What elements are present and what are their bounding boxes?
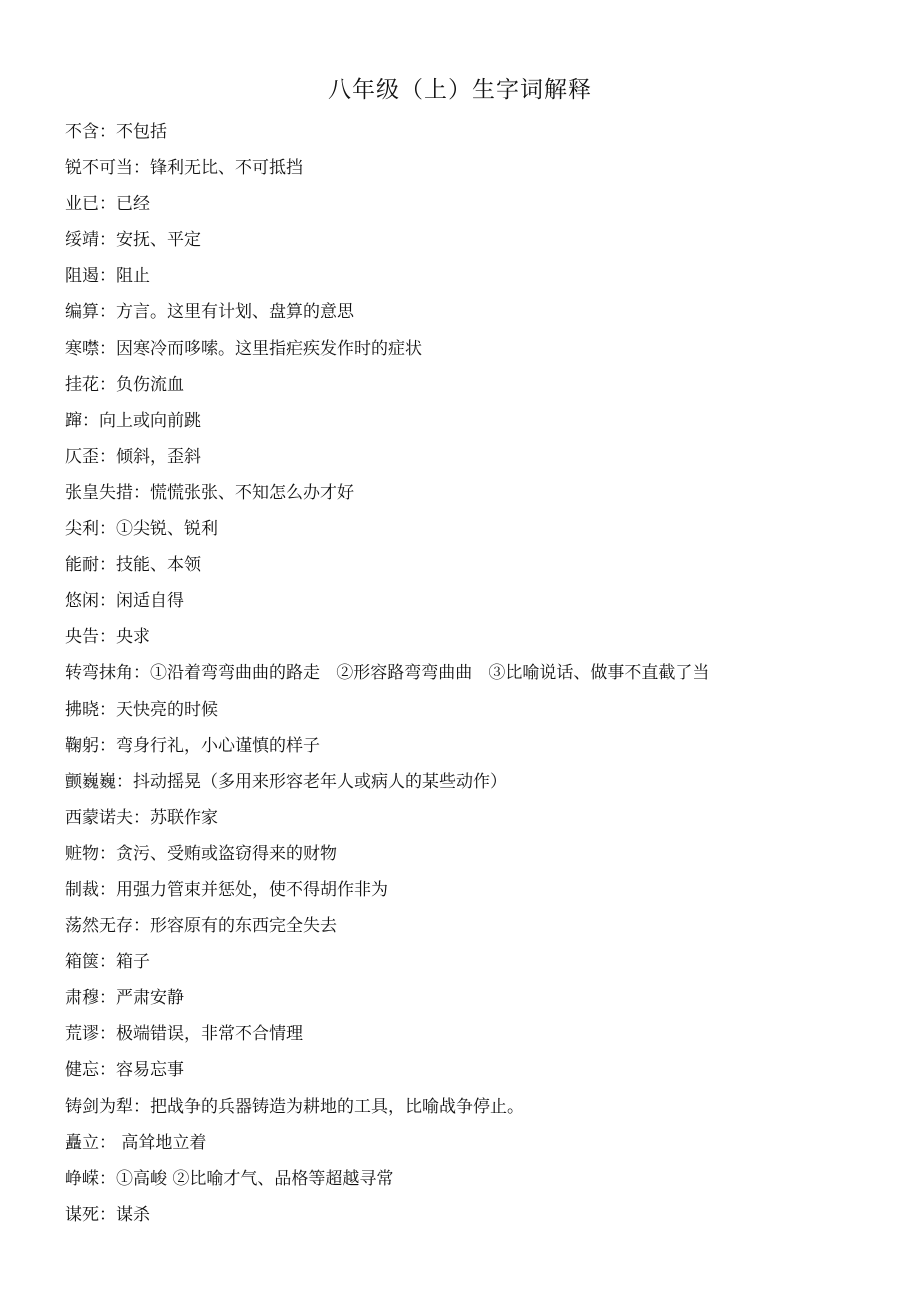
entry-separator: ： — [99, 1204, 116, 1225]
entry-term: 锐不可当 — [65, 158, 133, 179]
entry-definition: 严肃安静 — [116, 988, 184, 1009]
vocabulary-entry — [65, 439, 905, 475]
entry-separator: ： — [133, 482, 150, 503]
entry-separator: ： — [99, 843, 116, 864]
entry-term: 绥靖 — [65, 230, 99, 251]
vocabulary-entry — [65, 872, 905, 908]
entry-definition: 央求 — [116, 627, 150, 648]
vocabulary-entry — [65, 728, 905, 764]
vocabulary-entry — [65, 1197, 905, 1233]
entry-definition: 箱子 — [116, 952, 150, 973]
entry-term: 尖利 — [65, 519, 99, 540]
entry-separator: ： — [99, 1132, 116, 1153]
entry-separator: ： — [133, 807, 150, 828]
entry-term: 鞠躬 — [65, 735, 99, 756]
entry-separator: ： — [116, 771, 133, 792]
vocabulary-entry — [65, 800, 905, 836]
entry-separator: ： — [99, 1168, 116, 1189]
entry-definition: 安抚、平定 — [116, 230, 201, 251]
entry-definition: 极端错误，非常不合情理 — [116, 1024, 303, 1045]
entry-separator: ： — [99, 627, 116, 648]
vocabulary-entry — [65, 692, 905, 728]
vocabulary-entry — [65, 114, 905, 150]
entry-separator: ： — [99, 122, 116, 142]
entry-definition: ①高峻 ②比喻才气、品格等超越寻常 — [116, 1168, 394, 1189]
entry-definition: 闲适自得 — [116, 591, 184, 612]
entry-definition: 负伤流血 — [116, 374, 184, 395]
entry-separator: ： — [99, 1024, 116, 1045]
entry-term: 央告 — [65, 627, 99, 648]
vocabulary-entry — [65, 944, 905, 980]
entry-definition: 容易忘事 — [116, 1060, 184, 1081]
vocabulary-entry — [65, 475, 905, 511]
entry-definition: 因寒冷而哆嗦。这里指疟疾发作时的症状 — [116, 338, 422, 359]
entry-term: 制裁 — [65, 879, 99, 900]
entry-definition: ①沿着弯弯曲曲的路走 ②形容路弯弯曲曲 ③比喻说话、做事不直截了当 — [150, 663, 710, 684]
vocabulary-entry — [65, 186, 905, 222]
entry-separator: ： — [99, 555, 116, 576]
entry-term: 荡然无存 — [65, 916, 133, 937]
entry-definition: 方言。这里有计划、盘算的意思 — [116, 302, 354, 323]
vocabulary-entry — [65, 511, 905, 547]
vocabulary-entry — [65, 1161, 905, 1197]
entry-separator: ： — [99, 591, 116, 612]
entry-definition: 已经 — [116, 194, 150, 215]
entry-definition: 用强力管束并惩处，使不得胡作非为 — [116, 879, 388, 900]
vocabulary-entry — [65, 764, 905, 800]
entry-term: 寒噤 — [65, 338, 99, 359]
vocabulary-entry — [65, 836, 905, 872]
entry-term: 转弯抹角 — [65, 663, 133, 684]
entry-term: 蹿 — [65, 410, 82, 431]
entry-definition: 倾斜，歪斜 — [116, 446, 201, 467]
entry-term: 荒谬 — [65, 1024, 99, 1045]
entry-separator: ： — [99, 735, 116, 756]
entry-term: 挂花 — [65, 374, 99, 395]
entry-separator: ： — [99, 952, 116, 973]
entry-separator: ： — [133, 663, 150, 684]
vocabulary-list — [65, 114, 905, 1233]
vocabulary-entry — [65, 294, 905, 330]
entry-definition: 抖动摇晃（多用来形容老年人或病人的某些动作） — [133, 771, 507, 792]
entry-separator: ： — [99, 446, 116, 467]
entry-definition: 不包括 — [116, 122, 167, 142]
entry-separator: ： — [99, 302, 116, 323]
entry-separator: ： — [133, 158, 150, 179]
entry-separator: ： — [99, 194, 116, 215]
entry-separator: ： — [99, 699, 116, 720]
entry-separator: ： — [133, 916, 150, 937]
vocabulary-entry — [65, 547, 905, 583]
entry-term: 悠闲 — [65, 591, 99, 612]
entry-term: 肃穆 — [65, 988, 99, 1009]
entry-definition: 贪污、受贿或盗窃得来的财物 — [116, 843, 337, 864]
entry-separator: ： — [99, 338, 116, 359]
entry-separator: ： — [99, 879, 116, 900]
entry-term: 箱箧 — [65, 952, 99, 973]
vocabulary-entry — [65, 619, 905, 655]
entry-separator: ： — [99, 230, 116, 251]
entry-separator: ： — [99, 519, 116, 540]
vocabulary-entry — [65, 1125, 905, 1161]
vocabulary-entry — [65, 331, 905, 367]
vocabulary-entry — [65, 403, 905, 439]
entry-definition: ①尖锐、锐利 — [116, 519, 218, 540]
entry-separator: ： — [99, 988, 116, 1009]
entry-separator: ： — [99, 374, 116, 395]
vocabulary-entry — [65, 258, 905, 294]
entry-term: 编算 — [65, 302, 99, 323]
vocabulary-entry — [65, 655, 905, 691]
entry-term: 谋死 — [65, 1204, 99, 1225]
entry-term: 业已 — [65, 194, 99, 215]
entry-term: 健忘 — [65, 1060, 99, 1081]
entry-definition: 形容原有的东西完全失去 — [150, 916, 337, 937]
entry-definition: 技能、本领 — [116, 555, 201, 576]
entry-term: 峥嵘 — [65, 1168, 99, 1189]
entry-definition: 锋利无比、不可抵挡 — [150, 158, 303, 179]
entry-term: 拂晓 — [65, 699, 99, 720]
entry-term: 仄歪 — [65, 446, 99, 467]
entry-term: 能耐 — [65, 555, 99, 576]
vocabulary-entry — [65, 1016, 905, 1052]
entry-separator: ： — [82, 410, 99, 431]
entry-term: 张皇失措 — [65, 482, 133, 503]
entry-separator: ： — [133, 1096, 150, 1117]
entry-definition: 慌慌张张、不知怎么办才好 — [150, 482, 354, 503]
entry-separator: ： — [99, 266, 116, 287]
vocabulary-entry — [65, 1052, 905, 1088]
entry-definition: 阻止 — [116, 266, 150, 287]
entry-term: 赃物 — [65, 843, 99, 864]
vocabulary-entry — [65, 367, 905, 403]
vocabulary-entry — [65, 980, 905, 1016]
entry-definition: 苏联作家 — [150, 807, 218, 828]
entry-term: 矗立 — [65, 1132, 99, 1153]
entry-definition: 向上或向前跳 — [99, 410, 201, 431]
page-title: 八年级（上）生字词解释 — [328, 77, 592, 103]
entry-separator: ： — [99, 1060, 116, 1081]
entry-term: 西蒙诺夫 — [65, 807, 133, 828]
entry-definition: 把战争的兵器铸造为耕地的工具，比喻战争停止。 — [150, 1096, 524, 1117]
vocabulary-entry — [65, 1089, 905, 1125]
entry-definition: 高耸地立着 — [116, 1132, 207, 1153]
entry-term: 颤巍巍 — [65, 771, 116, 792]
entry-definition: 弯身行礼，小心谨慎的样子 — [116, 735, 320, 756]
entry-term: 铸剑为犁 — [65, 1096, 133, 1117]
entry-definition: 天快亮的时候 — [116, 699, 218, 720]
vocabulary-entry — [65, 222, 905, 258]
vocabulary-entry — [65, 150, 905, 186]
entry-definition: 谋杀 — [116, 1204, 150, 1225]
vocabulary-entry — [65, 583, 905, 619]
entry-term: 阻遏 — [65, 266, 99, 287]
entry-term: 不含 — [65, 122, 99, 142]
vocabulary-entry — [65, 908, 905, 944]
